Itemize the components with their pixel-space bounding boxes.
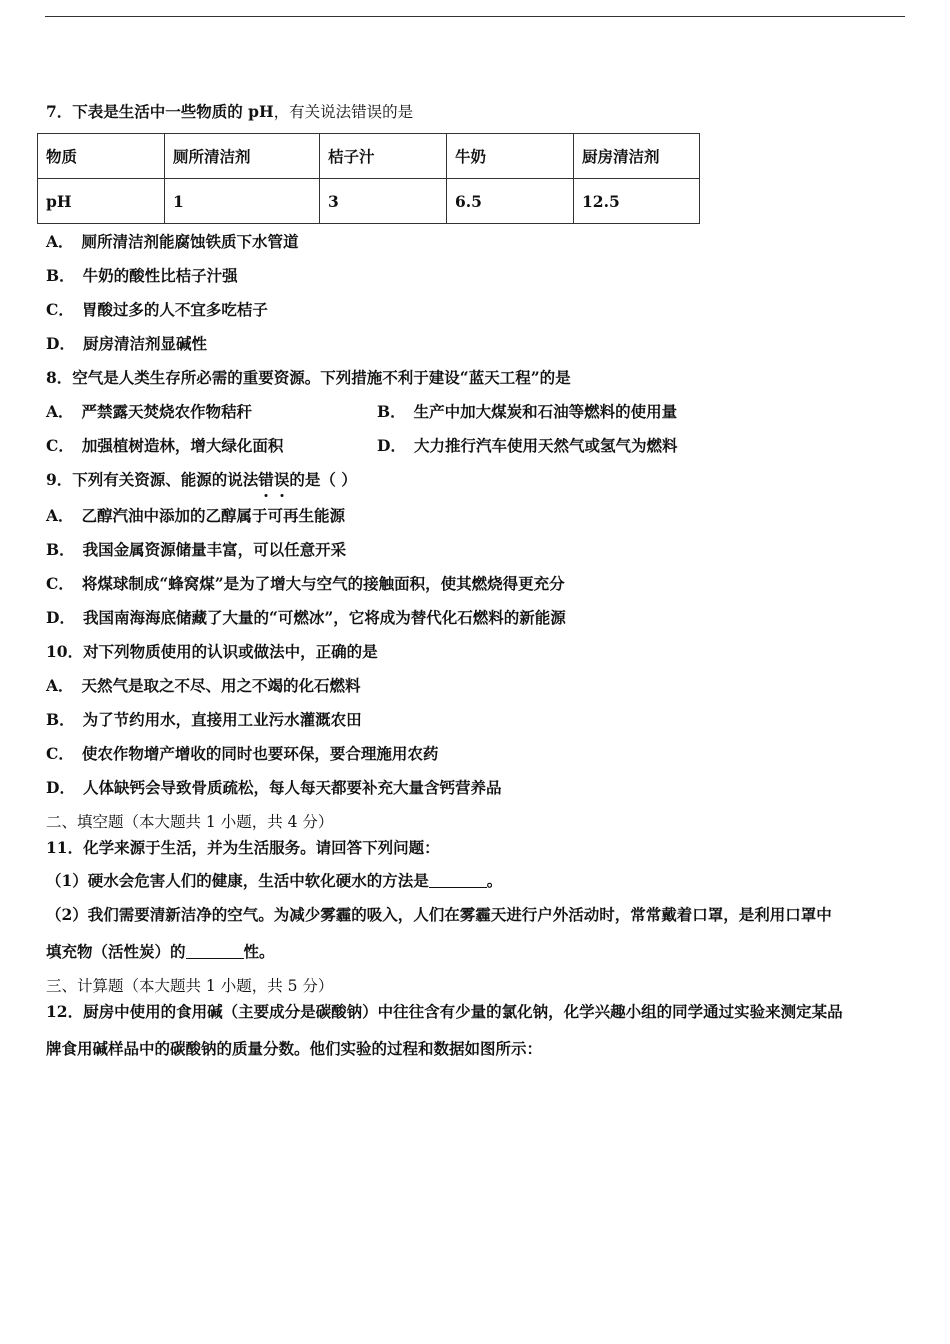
q8-option-d: D． 大力推行汽车使用天然气或氢气为燃料 (377, 436, 678, 455)
q9-option-c: C． 将煤球制成“蜂窝煤”是为了增大与空气的接触面积，使其燃烧得更充分 (46, 574, 565, 593)
q10-option-a: A． 天然气是取之不尽、用之不竭的化石燃料 (46, 676, 361, 695)
q9-stem: 9．下列有关资源、能源的说法错误的是（ ） (46, 470, 357, 489)
table-cell: 6.5 (447, 179, 574, 224)
q11-part2-line1: （2）我们需要清新洁净的空气。为减少雾霾的吸入，人们在雾霾天进行户外活动时，常常戴着口罩，是利用口罩中 (46, 905, 832, 924)
q8-stem: 8．空气是人类生存所必需的重要资源。下列措施不利于建设“蓝天工程”的是 (46, 368, 571, 387)
q10-stem: 10．对下列物质使用的认识或做法中，正确的是 (46, 642, 378, 661)
q9-option-d: D． 我国南海海底储藏了大量的“可燃冰”，它将成为替代化石燃料的新能源 (46, 608, 566, 627)
q7-option-d: D． 厨房清洁剂显碱性 (46, 334, 207, 353)
table-cell: pH (38, 179, 165, 224)
q10-option-c: C． 使农作物增产增收的同时也要环保，要合理施用农药 (46, 744, 439, 763)
section-3-heading: 三、计算题（本大题共 1 小题，共 5 分） (46, 977, 334, 995)
q11-part2-line2: 填充物（活性炭）的 性。 (46, 942, 275, 961)
q8-option-b: B． 生产中加大煤炭和石油等燃料的使用量 (377, 402, 678, 421)
answer-blank[interactable] (429, 873, 487, 888)
q12-line1: 12．厨房中使用的食用碱（主要成分是碳酸钠）中往往含有少量的氯化钠，化学兴趣小组的同学通过实验来测定某品 (46, 1002, 843, 1021)
header-rule (45, 16, 905, 17)
table-header-cell: 牛奶 (447, 134, 574, 179)
table-header-cell: 物质 (38, 134, 165, 179)
q12-line2: 牌食用碱样品中的碳酸钠的质量分数。他们实验的过程和数据如图所示： (46, 1039, 543, 1058)
table-row (38, 179, 700, 224)
q7-stem: 7．下表是生活中一些物质的 pH，有关说法错误的是 (46, 102, 414, 121)
table-cell: 1 (165, 179, 320, 224)
q8-option-c: C． 加强植树造林，增大绿化面积 (46, 436, 284, 455)
q7-option-c: C． 胃酸过多的人不宜多吃桔子 (46, 300, 268, 319)
q11-part1: （1）硬水会危害人们的健康，生活中软化硬水的方法是 。 (46, 871, 503, 890)
table-cell: 3 (320, 179, 447, 224)
q9-option-a: A． 乙醇汽油中添加的乙醇属于可再生能源 (46, 506, 346, 525)
q10-option-d: D． 人体缺钙会导致骨质疏松，每人每天都要补充大量含钙营养品 (46, 778, 502, 797)
table-cell: 12.5 (574, 179, 700, 224)
answer-blank[interactable] (186, 944, 244, 959)
table-header-cell: 厨房清洁剂 (574, 134, 700, 179)
q10-option-b: B． 为了节约用水，直接用工业污水灌溉农田 (46, 710, 362, 729)
table-header-cell: 厕所清洁剂 (165, 134, 320, 179)
q11-stem: 11．化学来源于生活，并为生活服务。请回答下列问题： (46, 838, 440, 857)
table-row (38, 134, 700, 179)
ph-table (37, 133, 700, 224)
q8-option-a: A． 严禁露天焚烧农作物秸秆 (46, 402, 253, 421)
section-2-heading: 二、填空题（本大题共 1 小题，共 4 分） (46, 813, 334, 831)
q9-option-b: B． 我国金属资源储量丰富，可以任意开采 (46, 540, 347, 559)
q7-option-a: A． 厕所清洁剂能腐蚀铁质下水管道 (46, 232, 299, 251)
q7-option-b: B． 牛奶的酸性比桔子汁强 (46, 266, 238, 285)
table-header-cell: 桔子汁 (320, 134, 447, 179)
